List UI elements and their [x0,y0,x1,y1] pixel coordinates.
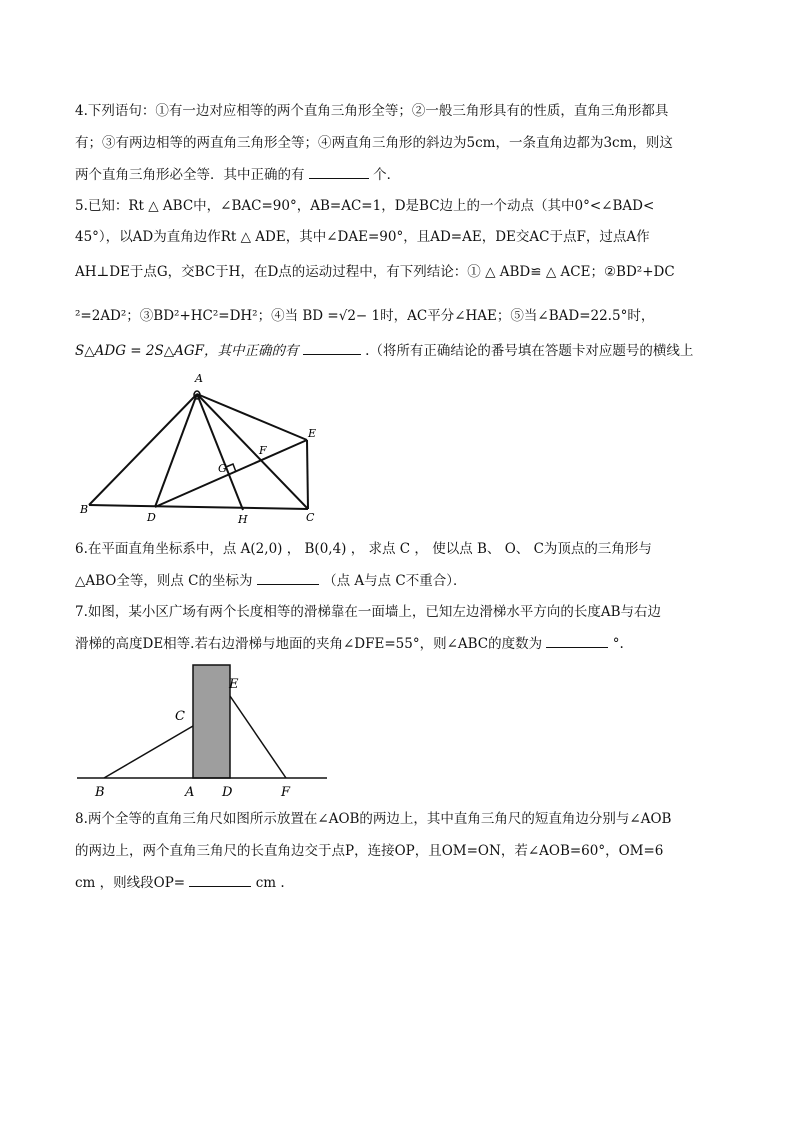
q4-answer-blank[interactable] [309,164,369,179]
q8-line-3-post: cm . [255,875,285,891]
fig2-label-e: E [229,677,239,692]
q4-line-2: 有；③有两边相等的两直角三角形全等；④两直角三角形的斜边为5cm，一条直角边都为3cm，则这 [75,135,673,151]
q5-line-1: 5.已知：Rt △ ABC中，∠BAC=90°，AB=AC=1，D是BC边上的一个动点（其中0°<∠BAD< [75,198,655,214]
fig1-label-d: D [147,511,156,524]
q8-line-3 [75,872,285,893]
fig1-label-f: F [259,444,267,457]
q7-answer-blank[interactable] [546,633,608,648]
q5-answer-blank[interactable] [303,340,361,355]
fig1-label-e: E [308,427,317,440]
q5-line-5-post: .（将所有正确结论的番号填在答题卡对应题号的横线上 [365,343,694,359]
q8-line-2: 的两边上，两个直角三角尺的长直角边交于点P，连接OP，且OM=ON，若∠AOB=60°，OM=6 [75,843,664,859]
fig2-label-b: B [95,785,105,800]
triangle-figure-1 [75,360,335,530]
q7-line-2-pre: 滑梯的高度DE相等.若右边滑梯与地面的夹角∠DFE=55°，则∠ABC的度数为 [75,636,543,652]
q6-line-1: 6.在平面直角坐标系中，点 A(2,0) ， B(0,4) ， 求点 C ， 使以点 B、 O、 C为顶点的三角形与 [75,541,652,557]
q4-line-3-post: 个． [373,167,401,183]
q4-line-3-pre: 两个直角三角形必全等．其中正确的有 [75,167,305,183]
q8-line-3-pre: cm ，则线段OP= [75,875,186,891]
fig2-label-c: C [175,709,185,724]
q4-line-3 [75,164,400,185]
fig2-label-a: A [185,785,195,800]
q6-answer-blank[interactable] [257,570,319,585]
q5-line-4: ²=2AD²；③BD²+HC²=DH²；④当 BD =√2− 1时，AC平分∠HAE；⑤当∠BAD=22.5°时， [75,308,655,324]
q5-line-5-pre: S△ADG = 2S△AGF，其中正确的有 [75,343,299,359]
q8-answer-blank[interactable] [189,872,251,887]
fig2-label-f: F [281,785,291,800]
fig1-label-c: C [306,511,315,524]
q7-line-2-post: °. [612,636,624,652]
fig1-label-a: A [195,372,203,385]
q6-line-2-pre: △ABO全等，则点 C的坐标为 [75,573,253,589]
fig1-label-h: H [238,513,248,526]
fig1-label-g: G [218,462,227,475]
q7-line-1: 7.如图，某小区广场有两个长度相等的滑梯靠在一面墙上，已知左边滑梯水平方向的长度AB与右边 [75,604,662,620]
q5-line-3: AH⊥DE于点G，交BC于H，在D点的运动过程中，有下列结论：① △ ABD≌ △ ACE；②BD²+DC [75,264,675,280]
fig2-label-d: D [222,785,233,800]
slide-figure-2 [75,658,335,803]
fig1-label-b: B [80,503,89,516]
q5-line-2: 45°），以AD为直角边作Rt △ ADE，其中∠DAE=90°，且AD=AE，DE交AC于点F，过点A作 [75,229,650,245]
q4-line-1: 4.下列语句：①有一边对应相等的两个直角三角形全等；②一般三角形具有的性质，直角三角形都具 [75,103,669,119]
q5-line-5 [75,340,693,361]
q6-line-2-post: （点 A与点 C不重合）． [323,573,467,589]
wall-rect [193,665,230,778]
q8-line-1: 8.两个全等的直角三角尺如图所示放置在∠AOB的两边上，其中直角三角尺的短直角边分别与∠AOB [75,811,672,827]
q6-line-2 [75,570,467,591]
q7-line-2 [75,633,624,654]
